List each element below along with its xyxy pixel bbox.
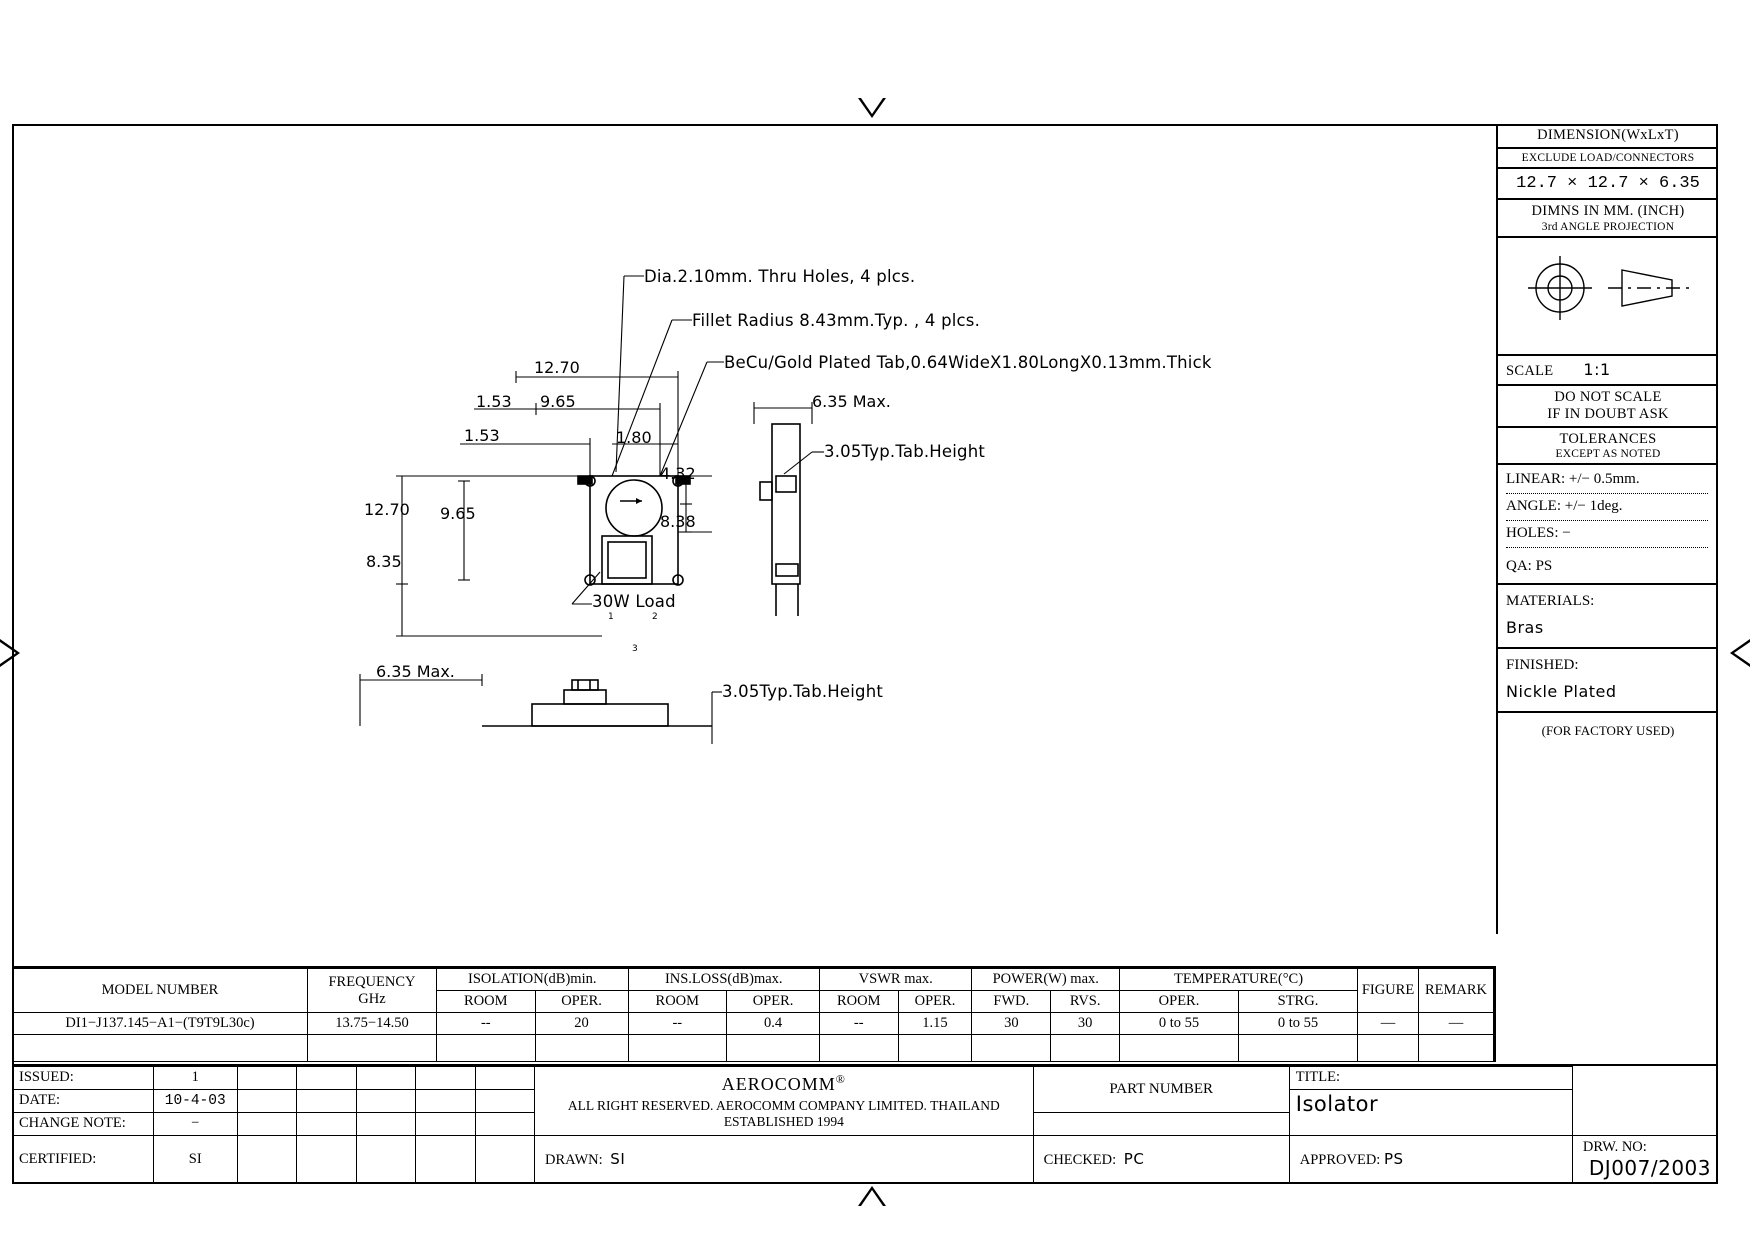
tolerance-holes: HOLES: −	[1506, 525, 1571, 541]
registered-icon: ®	[835, 1071, 846, 1086]
drawing-sheet	[12, 124, 1718, 1184]
projection-symbol	[1498, 238, 1718, 356]
tolerances-subtitle: EXCEPT AS NOTED	[1498, 448, 1718, 465]
td-vswr-room: --	[820, 1013, 899, 1035]
th-vswr-room: ROOM	[820, 991, 899, 1013]
table-row-empty	[13, 1035, 1494, 1062]
table-row	[13, 1013, 1494, 1035]
th-frequency-unit: GHz	[358, 990, 386, 1007]
th-remark: REMARK	[1419, 969, 1494, 1013]
dim-side-6-35: 6.35 Max.	[812, 392, 891, 411]
callout-fillet-radius: Fillet Radius 8.43mm.Typ. , 4 plcs.	[692, 311, 981, 330]
projection-line: 3rd ANGLE PROJECTION	[1498, 221, 1718, 238]
drawn-value: SI	[610, 1149, 626, 1168]
issued-value: 1	[153, 1067, 237, 1090]
finished-label: FINISHED:	[1506, 657, 1579, 673]
dim-left-12-70: 12.70	[364, 500, 410, 519]
dim-bottom-6-35: 6.35 Max.	[376, 662, 455, 681]
drawn-label: DRAWN:	[545, 1151, 603, 1168]
th-il-oper: OPER.	[727, 991, 820, 1013]
materials-block	[1498, 585, 1718, 649]
th-vswr: VSWR max.	[820, 969, 972, 991]
center-mark-right-inner-icon	[1734, 642, 1750, 664]
td-iso-room: --	[437, 1013, 536, 1035]
dim-9-65-a: 9.65	[540, 392, 576, 411]
part-number-label: PART NUMBER	[1033, 1067, 1289, 1113]
dim-top-12-70: 12.70	[534, 358, 580, 377]
dim-left-8-35: 8.35	[366, 552, 402, 571]
approved-value: PS	[1383, 1149, 1404, 1168]
table-header-row-1	[13, 969, 1494, 991]
title-label: TITLE:	[1289, 1067, 1572, 1090]
th-insertion-loss: INS.LOSS(dB)max.	[628, 969, 820, 991]
td-figure: —	[1358, 1013, 1419, 1035]
finished-block	[1498, 649, 1718, 713]
td-iso-oper: 20	[535, 1013, 628, 1035]
th-isolation: ISOLATION(dB)min.	[437, 969, 629, 991]
do-not-scale-line2: IF IN DOUBT ASK	[1498, 406, 1718, 428]
th-figure: FIGURE	[1358, 969, 1419, 1013]
port-label-3: 3	[632, 644, 638, 654]
date-value: 10-4-03	[153, 1089, 237, 1112]
td-frequency: 13.75−14.50	[308, 1013, 437, 1035]
issued-label: ISSUED:	[13, 1067, 154, 1090]
callout-tab-height-side: 3.05Typ.Tab.Height	[824, 442, 986, 461]
scale-row	[1498, 356, 1718, 386]
td-il-oper: 0.4	[727, 1013, 820, 1035]
dim-1-53-a: 1.53	[476, 392, 512, 411]
checked-value: PC	[1123, 1149, 1145, 1168]
divider-dotted-3	[1506, 546, 1708, 548]
title-value: Isolator	[1295, 1091, 1379, 1116]
th-vswr-oper: OPER.	[898, 991, 972, 1013]
th-temperature: TEMPERATURE(°C)	[1120, 969, 1358, 991]
info-column	[1496, 124, 1718, 934]
callout-30w-load: 30W Load	[592, 592, 676, 611]
th-iso-oper: OPER.	[535, 991, 628, 1013]
td-vswr-oper: 1.15	[898, 1013, 972, 1035]
td-temp-strg: 0 to 55	[1238, 1013, 1357, 1035]
th-power-rvs: RVS.	[1051, 991, 1120, 1013]
certified-value: SI	[153, 1135, 237, 1183]
divider-dotted-2	[1506, 519, 1708, 521]
certified-label: CERTIFIED:	[13, 1135, 154, 1183]
dim-4-32: 4.32	[660, 464, 696, 483]
dim-8-38: 8.38	[660, 512, 696, 531]
th-il-room: ROOM	[628, 991, 727, 1013]
dim-left-9-65: 9.65	[440, 504, 476, 523]
th-frequency: FREQUENCY	[328, 973, 416, 990]
finished-value: Nickle Plated	[1506, 682, 1617, 701]
units-line: DIMNS IN MM. (INCH)	[1531, 203, 1685, 219]
dimension-title: DIMENSION(WxLxT)	[1498, 124, 1718, 149]
scale-value: 1:1	[1583, 360, 1611, 379]
td-power-fwd: 30	[972, 1013, 1051, 1035]
materials-label: MATERIALS:	[1506, 593, 1595, 609]
center-mark-top-inner-icon	[861, 98, 883, 114]
tolerances-block	[1498, 465, 1718, 585]
th-temp-strg: STRG.	[1238, 991, 1357, 1013]
th-model-number: MODEL NUMBER	[13, 969, 308, 1013]
scale-label: SCALE	[1506, 363, 1554, 379]
th-temp-oper: OPER.	[1120, 991, 1239, 1013]
company-block	[535, 1067, 1034, 1136]
callout-becu-tab: BeCu/Gold Plated Tab,0.64WideX1.80LongX0.13mm.Thick	[724, 353, 1212, 372]
dim-1-80: 1.80	[616, 428, 652, 447]
drw-no-value: DJ007/2003	[1588, 1155, 1711, 1180]
checked-label: CHECKED:	[1043, 1151, 1117, 1168]
center-mark-bottom-inner-icon	[861, 1190, 883, 1206]
dim-1-53-b: 1.53	[464, 426, 500, 445]
drawing-graphics	[12, 124, 1492, 934]
port-label-2: 2	[652, 612, 658, 622]
tolerances-title: TOLERANCES	[1559, 431, 1657, 447]
qa-line: QA: PS	[1506, 558, 1553, 574]
company-name: AEROCOMM	[721, 1073, 836, 1094]
factory-note: (FOR FACTORY USED)	[1541, 723, 1675, 738]
dimension-value: 12.7 × 12.7 × 6.35	[1498, 169, 1718, 200]
td-power-rvs: 30	[1051, 1013, 1120, 1035]
td-il-room: --	[628, 1013, 727, 1035]
td-temp-oper: 0 to 55	[1120, 1013, 1239, 1035]
tolerance-linear: LINEAR: +/− 0.5mm.	[1506, 471, 1640, 487]
parameter-table	[12, 966, 1496, 1062]
company-rights: ALL RIGHT RESERVED. AEROCOMM COMPANY LIMITED. THAILAND	[567, 1097, 1000, 1113]
th-iso-room: ROOM	[437, 991, 536, 1013]
td-remark: —	[1419, 1013, 1494, 1035]
change-note-value: −	[153, 1112, 237, 1135]
port-label-1: 1	[608, 612, 614, 622]
approved-label: APPROVED:	[1299, 1151, 1381, 1168]
divider-dotted-1	[1506, 492, 1708, 494]
callout-tab-height-front: 3.05Typ.Tab.Height	[722, 682, 884, 701]
date-label: DATE:	[13, 1089, 154, 1112]
callout-thru-holes: Dia.2.10mm. Thru Holes, 4 plcs.	[644, 267, 916, 286]
td-model-number: DI1−J137.145−A1−(T9T9L30c)	[13, 1013, 308, 1035]
th-power: POWER(W) max.	[972, 969, 1120, 991]
drw-no-label: DRW. NO:	[1582, 1138, 1647, 1155]
dimension-subtitle: EXCLUDE LOAD/CONNECTORS	[1498, 149, 1718, 169]
do-not-scale-line1: DO NOT SCALE	[1554, 389, 1662, 405]
tolerance-angle: ANGLE: +/− 1deg.	[1506, 498, 1623, 514]
title-block	[12, 1064, 1718, 1184]
materials-value: Bras	[1506, 618, 1544, 637]
th-power-fwd: FWD.	[972, 991, 1051, 1013]
company-established: ESTABLISHED 1994	[723, 1113, 844, 1129]
change-note-label: CHANGE NOTE:	[13, 1112, 154, 1135]
